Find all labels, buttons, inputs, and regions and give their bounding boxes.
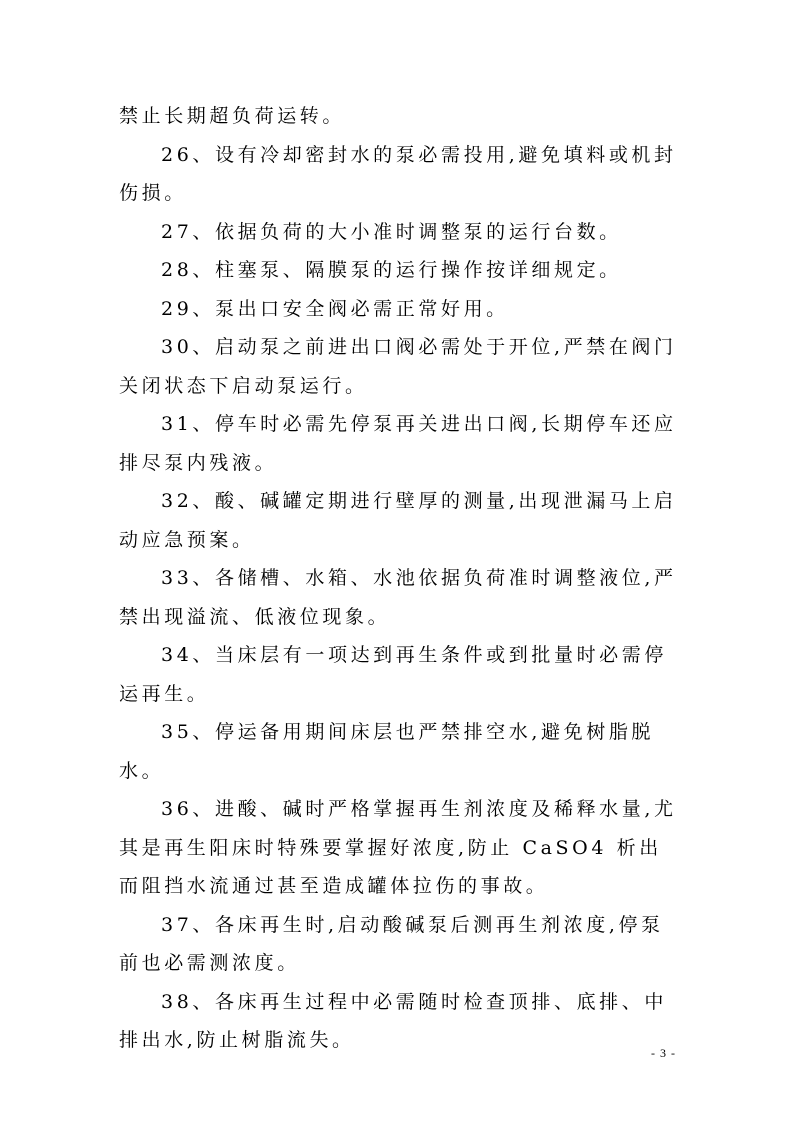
paragraph-item-32: 32、酸、碱罐定期进行壁厚的测量,出现泄漏马上启动应急预案。	[119, 490, 677, 551]
paragraph-item-33: 33、各储槽、水箱、水池依据负荷准时调整液位,严禁出现溢流、低液位现象。	[119, 567, 677, 628]
paragraph-item-36: 36、进酸、碱时严格掌握再生剂浓度及稀释水量,尤其是再生阳床时特殊要掌握好浓度,防止 CaSO4 析出而阻挡水流通过甚至造成罐体拉伤的事故。	[119, 798, 677, 897]
paragraph-item-26: 26、设有冷却密封水的泵必需投用,避免填料或机封伤损。	[119, 143, 677, 204]
paragraph-item-37: 37、各床再生时,启动酸碱泵后测再生剂浓度,停泵前也必需测浓度。	[119, 913, 664, 974]
paragraph-item-31: 31、停车时必需先停泵再关进出口阀,长期停车还应排尽泵内残液。	[119, 413, 677, 474]
paragraph-continuation: 禁止长期超负荷运转。	[119, 105, 346, 127]
paragraph-item-30: 30、启动泵之前进出口阀必需处于开位,严禁在阀门关闭状态下启动泵运行。	[119, 336, 677, 397]
paragraph-item-38: 38、各床再生过程中必需随时检查顶排、底排、中排出水,防止树脂流失。	[119, 990, 667, 1051]
paragraph-item-35: 35、停运备用期间床层也严禁排空水,避免树脂脱水。	[119, 721, 655, 782]
document-body	[119, 97, 679, 1060]
paragraph-item-34: 34、当床层有一项达到再生条件或到批量时必需停运再生。	[119, 644, 667, 705]
paragraph-item-27: 27、依据负荷的大小准时调整泵的运行台数。	[161, 220, 622, 243]
paragraph-item-29: 29、泵出口安全阀必需正常好用。	[161, 297, 509, 320]
paragraph-item-28: 28、柱塞泵、隔膜泵的运行操作按详细规定。	[161, 259, 622, 281]
page-number: - 3 -	[651, 1046, 676, 1060]
